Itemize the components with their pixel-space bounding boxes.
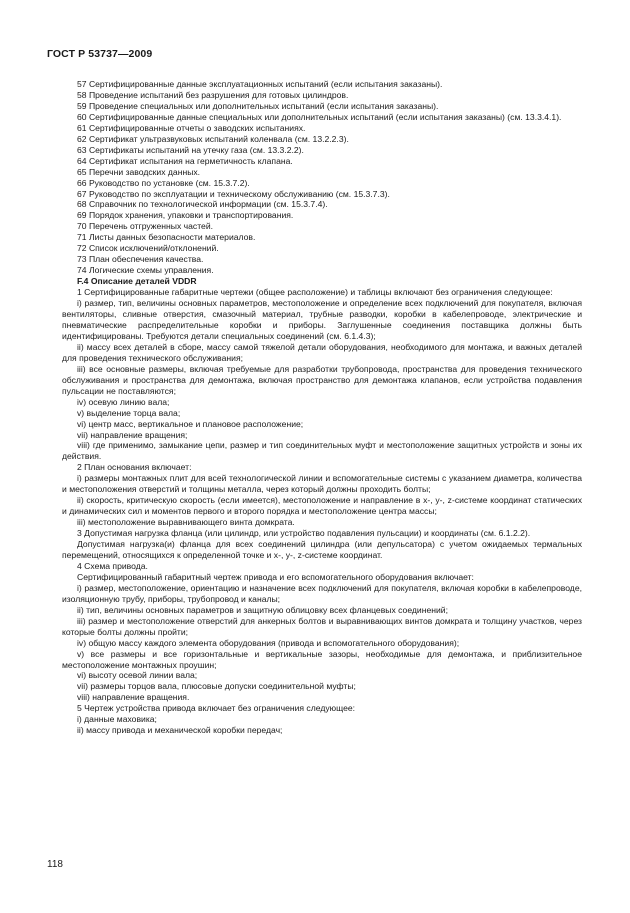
paragraph: 5 Чертеж устройства привода включает без ограничения следующее: bbox=[77, 703, 356, 714]
paragraph: vii) направление вращения; bbox=[77, 429, 188, 440]
standard-header: ГОСТ Р 53737—2009 bbox=[47, 48, 153, 60]
paragraph: 58 Проведение испытаний без разрушения для готовых цилиндров. bbox=[77, 89, 349, 100]
paragraph: 69 Порядок хранения, упаковки и транспортирования. bbox=[77, 210, 294, 221]
paragraph: 64 Сертификат испытания на герметичность клапана. bbox=[77, 155, 293, 166]
paragraph: Допустимая нагрузка(и) фланца для всех соединений цилиндра (или депульсатора) с учетом ожидаемых термальных перемещений, относящихся к определенной точке и x-, y-, z-системе координат. bbox=[62, 539, 582, 560]
paragraph: viii) направление вращения. bbox=[77, 692, 190, 703]
paragraph: ii) массу всех деталей в сборе, массу самой тяжелой детали оборудования, необходимого для монтажа, и важных деталей для проведения технического обслуживания; bbox=[62, 341, 582, 363]
paragraph: i) размер, местоположение, ориентацию и назначение всех подключений для покупателя, включая коробки в кабелепроводе, изоляционную трубу, приборы, трубопровод и каналы; bbox=[62, 582, 582, 604]
paragraph: iii) все основные размеры, включая требуемые для разработки трубопровода, пространства для проведения технического обслуживания и пространства для демонтажа, включая пространство для демонтажа клапанов, если устройства подавления пульсации не поставляются; bbox=[62, 363, 582, 396]
paragraph: 68 Справочник по технологической информации (см. 15.3.7.4). bbox=[77, 199, 328, 210]
paragraph: 57 Сертифицированные данные эксплуатационных испытаний (если испытания заказаны). bbox=[77, 79, 443, 89]
paragraph: 62 Сертификат ультразвуковых испытаний коленвала (см. 13.2.2.3). bbox=[77, 133, 349, 144]
page-number: 118 bbox=[47, 859, 63, 870]
paragraph: viii) где применимо, замыкание цепи, размер и тип соединительных муфт и местоположение защитных устройств и зоны их действия. bbox=[62, 440, 582, 462]
paragraph: 73 План обеспечения качества. bbox=[77, 254, 204, 265]
paragraph: i) размеры монтажных плит для всей технологической линии и вспомогательные системы с указанием диаметра, количества и местоположения отверстий и толщины металла, через который должны проходить болты; bbox=[62, 473, 582, 495]
paragraph: 72 Список исключений/отклонений. bbox=[77, 243, 219, 254]
paragraph: i) размер, тип, величины основных параметров, местоположение и определение всех подключений для покупателя, включая вентиляторы, сливные отверстия, смазочный материал, трубные разводки, коробки в кабелепроводе, электрические и пневматические распределительные коробки и приборы. Заглушенные соединения поставщика должны быть идентифицированы. Требуются детали специальных соединений (см. 6.1.4.3); bbox=[62, 298, 582, 341]
paragraph: 65 Перечни заводских данных. bbox=[77, 166, 201, 177]
paragraph: 71 Листы данных безопасности материалов. bbox=[77, 232, 256, 243]
paragraph: v) выделение торца вала; bbox=[77, 407, 181, 418]
paragraph: ii) массу привода и механической коробки передач; bbox=[77, 725, 283, 736]
paragraph: ii) скорость, критическую скорость (если имеется), местоположение и направление в x-, y-, z-системе координат статических и динамических сил и моментов первого и второго порядка и местоположение центра массы; bbox=[62, 495, 582, 517]
paragraph: 70 Перечень отгруженных частей. bbox=[77, 221, 214, 232]
paragraph: iv) общую массу каждого элемента оборудования (привода и вспомогательного оборудования); bbox=[77, 637, 460, 648]
paragraph: vi) высоту осевой линии вала; bbox=[77, 670, 198, 681]
paragraph: iii) размер и местоположение отверстий для анкерных болтов и выравнивающих винтов домкрата и толщину участков, через которые болты должны пройти; bbox=[62, 615, 582, 637]
document-body bbox=[62, 79, 582, 736]
paragraph: ii) тип, величины основных параметров и защитную облицовку всех фланцевых соединений; bbox=[77, 604, 448, 615]
paragraph: 74 Логические схемы управления. bbox=[77, 265, 214, 276]
paragraph: 3 Допустимая нагрузка фланца (или цилиндр, или устройство подавления пульсации) и координаты (см. 6.1.2.2). bbox=[77, 528, 531, 539]
paragraph: vii) размеры торцов вала, плюсовые допуски соединительной муфты; bbox=[77, 681, 356, 692]
paragraph: 2 План основания включает: bbox=[77, 462, 192, 473]
paragraph: iii) местоположение выравнивающего винта домкрата. bbox=[77, 517, 295, 528]
paragraph: 59 Проведение специальных или дополнительных испытаний (если испытания заказаны). bbox=[77, 100, 439, 111]
paragraph: 66 Руководство по установке (см. 15.3.7.2). bbox=[77, 177, 250, 188]
section-heading: F.4 Описание деталей VDDR bbox=[77, 276, 197, 287]
paragraph: 60 Сертифицированные данные специальных или дополнительных испытаний (если испытания заказаны) (см. 13.3.4.1). bbox=[77, 111, 562, 122]
paragraph: 1 Сертифицированные габаритные чертежи (общее расположение) и таблицы включают без ограничения следующее: bbox=[77, 287, 553, 298]
paragraph: v) все размеры и все горизонтальные и вертикальные зазоры, необходимые для демонтажа, и приблизительное местоположение монтажных проушин; bbox=[62, 648, 582, 670]
paragraph: 67 Руководство по эксплуатации и техническому обслуживанию (см. 15.3.7.3). bbox=[77, 188, 390, 199]
paragraph: Сертифицированный габаритный чертеж привода и его вспомогательного оборудования включает: bbox=[77, 571, 474, 582]
paragraph: iv) осевую линию вала; bbox=[77, 396, 170, 407]
paragraph: vi) центр масс, вертикальное и плановое расположение; bbox=[77, 418, 304, 429]
paragraph: 61 Сертифицированные отчеты о заводских испытаниях. bbox=[77, 122, 306, 133]
paragraph: 63 Сертификаты испытаний на утечку газа (см. 13.3.2.2). bbox=[77, 144, 304, 155]
paragraph: 4 Схема привода. bbox=[77, 560, 148, 571]
paragraph: i) данные маховика; bbox=[77, 714, 157, 725]
